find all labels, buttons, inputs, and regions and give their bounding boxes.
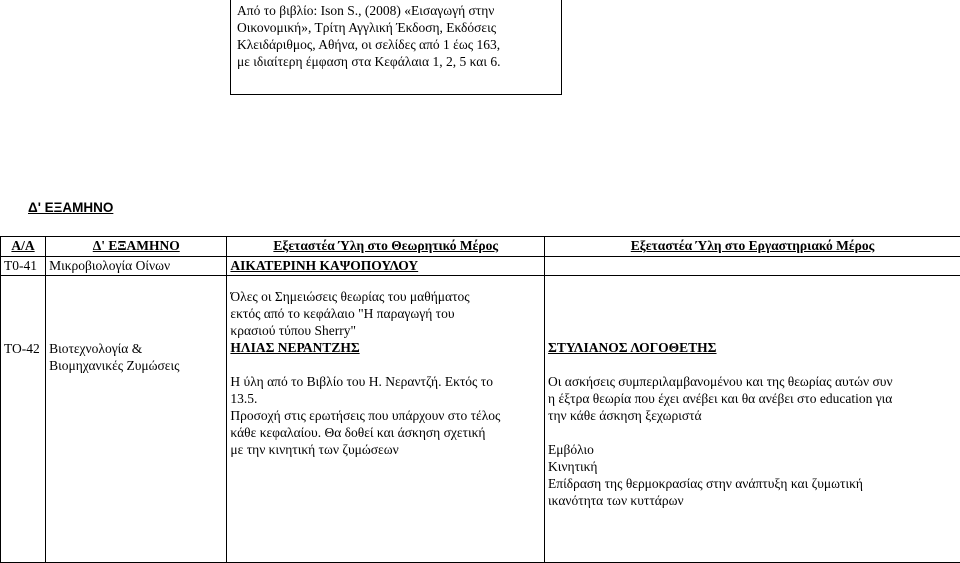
row-lab xyxy=(545,276,960,563)
table-header-row xyxy=(1,237,960,257)
source-note-table xyxy=(230,0,562,95)
spacer xyxy=(548,424,957,441)
theory-note: εκτός από το κεφάλαιο "Η παραγωγή του xyxy=(230,305,541,322)
lab-note: η έξτρα θεωρία που έχει ανέβει και θα ανέβει στο education για xyxy=(548,390,957,407)
lab-topic: Επίδραση της θερμοκρασίας στην ανάπτυξη και ζυμωτική xyxy=(548,475,957,492)
theory-instructor: ΗΛΙΑΣ ΝΕΡΑΝΤΖΗΣ xyxy=(230,339,541,356)
row-code: Τ0-41 xyxy=(1,257,46,276)
source-note-line: με ιδιαίτερη έμφαση στα Κεφάλαια 1, 2, 5 και 6. xyxy=(237,53,555,70)
course-line: Βιομηχανικές Ζυμώσεις xyxy=(49,357,223,374)
source-note-line: Οικονομική», Τρίτη Αγγλική Έκδοση, Εκδόσεις xyxy=(237,19,555,36)
lab-topic: ικανότητα των κυττάρων xyxy=(548,492,957,509)
semester-heading: Δ' ΕΞΑΜΗΝΟ xyxy=(28,200,113,215)
header-course: Δ' ΕΞΑΜΗΝΟ xyxy=(46,237,227,257)
source-note-line: Από το βιβλίο: Ison S., (2008) «Εισαγωγή στην xyxy=(237,2,555,19)
course-line: Βιοτεχνολογία & xyxy=(49,340,223,357)
row-theory xyxy=(227,276,545,563)
lab-note: την κάθε άσκηση ξεχωριστά xyxy=(548,407,957,424)
theory-note: κάθε κεφαλαίου. Θα δοθεί και άσκηση σχετική xyxy=(230,424,541,441)
row-course: Μικροβιολογία Οίνων xyxy=(46,257,227,276)
source-note-line: Κλειδάριθμος, Αθήνα, οι σελίδες από 1 έως 163, xyxy=(237,36,555,53)
spacer xyxy=(548,356,957,373)
theory-instructor: ΑΙΚΑΤΕΡΙΝΗ ΚΑΨΟΠΟΥΛΟΥ xyxy=(230,258,418,273)
header-code: Α/Α xyxy=(1,237,46,257)
row-code: ΤΟ-42 xyxy=(1,276,46,563)
source-note-cell xyxy=(231,0,562,95)
lab-topic: Εμβόλιο xyxy=(548,441,957,458)
theory-note: κρασιού τύπου Sherry" xyxy=(230,322,541,339)
exam-material-table xyxy=(0,236,960,563)
row-lab xyxy=(545,257,960,276)
header-theory: Εξεταστέα Ύλη στο Θεωρητικό Μέρος xyxy=(227,237,545,257)
row-theory xyxy=(227,257,545,276)
theory-note: Η ύλη από το Βιβλίο του Η. Νεραντζή. Εκτός το xyxy=(230,373,541,390)
table-row xyxy=(1,257,960,276)
spacer xyxy=(230,356,541,373)
theory-note: Όλες οι Σημειώσεις θεωρίας του μαθήματος xyxy=(230,288,541,305)
table-row xyxy=(1,276,960,563)
lab-topic: Κινητική xyxy=(548,458,957,475)
theory-note: με την κινητική των ζυμώσεων xyxy=(230,441,541,458)
theory-note: 13.5. xyxy=(230,390,541,407)
header-lab: Εξεταστέα Ύλη στο Εργαστηριακό Μέρος xyxy=(545,237,960,257)
lab-note: Οι ασκήσεις συμπεριλαμβανομένου και της θεωρίας αυτών συν xyxy=(548,373,957,390)
theory-note: Προσοχή στις ερωτήσεις που υπάρχουν στο τέλος xyxy=(230,407,541,424)
row-course xyxy=(46,276,227,563)
lab-instructor: ΣΤΥΛΙΑΝΟΣ ΛΟΓΟΘΕΤΗΣ xyxy=(548,339,957,356)
